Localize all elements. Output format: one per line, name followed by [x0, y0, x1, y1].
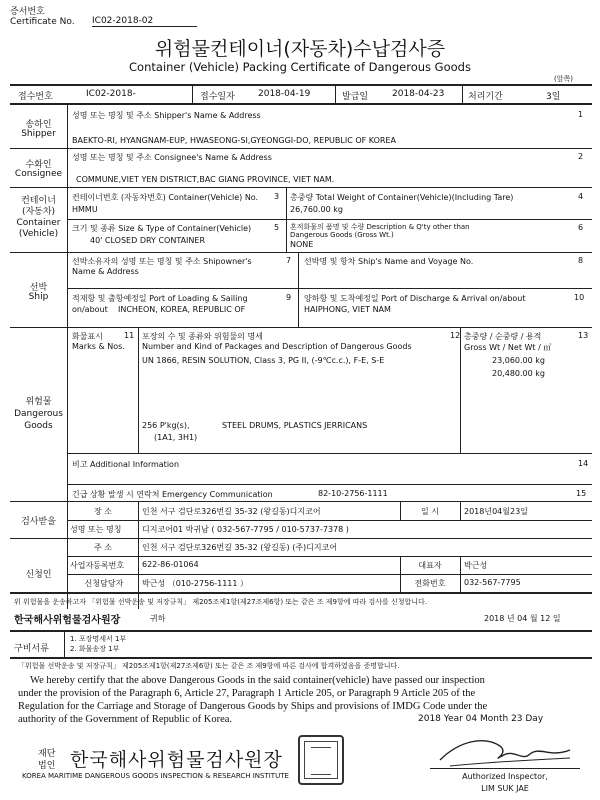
- loading-port-value: INCHEON, KOREA, REPUBLIC OF: [118, 305, 246, 314]
- field-number-3: 3: [274, 192, 280, 201]
- loading-port-field-label-1: 적재항 및 출항예정일 Port of Loading & Sailing: [72, 294, 248, 303]
- reception-no-label: 접수번호: [18, 92, 53, 102]
- additional-info-field-label: 비고 Additional Information: [72, 460, 180, 469]
- contact-person-value: 박근성 （010-2756-1111 ）: [142, 579, 249, 588]
- field-number-14: 14: [578, 459, 589, 468]
- container-no-value: HMMU: [72, 205, 98, 214]
- shipper-address: BAEKTO-RI, HYANGNAM-EUP, HWASEONG-SI,GYEONGGI-DO, REPUBLIC OF KOREA: [72, 136, 396, 145]
- container-label-en1: Container: [16, 218, 61, 228]
- container-no-field-label: 컨테이너번호 (자동차번호) Container(Vehicle) No.: [72, 193, 259, 202]
- net-weight-value: 20,480.00 kg: [492, 369, 545, 378]
- page-title: 위험물컨테이너(자동차)수납검사증: [154, 38, 446, 60]
- certification-en-line-1: We hereby certify that the above Dangerous Goods in the said container(vehicle) have passed our inspection: [30, 675, 485, 686]
- consignee-address: COMMUNE,VIET YEN DISTRICT,BAC GIANG PROVINCE, VIET NAM.: [76, 175, 335, 184]
- business-reg-value: 622-86-01064: [142, 560, 199, 569]
- inspection-name-value: 디지코어01 박귀남 ( 032-567-7795 / 010-5737-7378 ): [142, 525, 349, 534]
- goods-label-en2: Goods: [24, 421, 53, 431]
- telephone-label: 전화번호: [414, 579, 446, 588]
- consignee-field-label: 성명 또는 명칭 및 주소 Consignee's Name & Address: [72, 153, 272, 162]
- corporation-label-2: 법인: [38, 761, 56, 771]
- shipper-label-ko: 송하인: [25, 120, 52, 130]
- cert-no-korean-label: 증서번호: [10, 7, 45, 17]
- issue-date-value: 2018-04-23: [392, 89, 445, 99]
- inspection-place-label: 검사받을: [21, 517, 56, 527]
- consignee-label-ko: 수화인: [25, 160, 52, 170]
- weight-field-label-2: Gross Wt / Net Wt / ㎥: [464, 343, 552, 352]
- request-recipient-suffix: 귀하: [150, 614, 166, 623]
- certification-en-line-4: authority of the Government of Republic of Korea.: [18, 714, 233, 725]
- cert-no-value: IC02-2018-02: [92, 16, 197, 27]
- shipowner-field-label-1: 선박소유자의 성명 또는 명칭 및 주소 Shipowner's: [72, 257, 252, 266]
- field-number-13: 13: [578, 331, 589, 340]
- request-recipient: 한국해사위험물검사원장: [14, 615, 121, 626]
- shipper-label-en: Shipper: [21, 129, 56, 139]
- applicant-label: 신청인: [25, 570, 52, 580]
- goods-desc-field-label-1: 포장의 수 및 종류와 위험물의 명세: [142, 332, 263, 341]
- issuing-organization-en: KOREA MARITIME DANGEROUS GOODS INSPECTION & RESEARCH INSTITUTE: [22, 772, 289, 780]
- field-number-4: 4: [578, 192, 584, 201]
- goods-label-ko: 위험물: [25, 397, 52, 407]
- certification-en-line-3: Regulation for the Carriage and Storage of Dangerous Goods by Ships and provisions of IMDG Code under the: [18, 701, 488, 712]
- weight-field-label-1: 총중량 / 순중량 / 용적: [464, 332, 542, 341]
- field-number-1: 1: [578, 110, 584, 119]
- inspection-place-value: 인천 서구 검단로326번길 35-32 (왕길동)디지코어: [142, 507, 321, 516]
- container-size-value: 40' CLOSED DRY CONTAINER: [90, 236, 206, 245]
- goods-label-en1: Dangerous: [14, 409, 63, 419]
- request-date: 2018 년 04 월 12 일: [484, 614, 561, 623]
- inspector-signature-icon: [430, 732, 580, 772]
- goods-description: UN 1866, RESIN SOLUTION, Class 3, PG II, (-9℃c.c.), F-E, S-E: [142, 356, 385, 365]
- field-number-11: 11: [124, 331, 135, 340]
- required-doc-1: 1. 포장명세서 1부: [70, 635, 127, 643]
- inspection-place-field-label: 장 소: [94, 507, 112, 516]
- applicant-address-value: 인천 서구 검단로326번길 35-32 (왕길동) (주)디지코어: [142, 543, 338, 552]
- reception-no-value: IC02-2018-: [86, 89, 136, 99]
- gross-weight-value: 23,060.00 kg: [492, 356, 545, 365]
- ship-label-ko: 선박: [29, 283, 48, 293]
- inspection-date-value: 2018년04월23일: [464, 507, 528, 516]
- representative-label: 대표자: [418, 561, 442, 570]
- representative-value: 박근성: [464, 561, 488, 570]
- emergency-contact-field-label: 긴급 상황 발생 시 연락처 Emergency Communication: [72, 490, 273, 499]
- field-number-10: 10: [574, 293, 585, 302]
- field-number-7: 7: [286, 256, 292, 265]
- emergency-contact-value: 82-10-2756-1111: [318, 489, 388, 498]
- cert-no-label: Certificate No.: [10, 17, 75, 27]
- field-number-6: 6: [578, 223, 584, 232]
- total-weight-value: 26,760.00 kg: [290, 205, 343, 214]
- reception-date-value: 2018-04-19: [258, 89, 311, 99]
- certification-ko: 「위험물 선박운송 및 저장규칙」 제205조제1항(제27조제6항) 또는 같은 조 제9항에 따른 검사에 합격하였음을 증명합니다.: [18, 662, 400, 670]
- corporation-label-1: 재단: [38, 749, 56, 759]
- discharge-port-field-label: 양하항 및 도착예정일 Port of Discharge & Arrival on/about: [304, 294, 526, 303]
- package-kind: STEEL DRUMS, PLASTICS JERRICANS: [222, 421, 368, 430]
- container-label-ko2: (자동차): [21, 207, 56, 217]
- applicant-address-label: 주 소: [94, 543, 112, 552]
- mixed-cargo-field-label-1: 혼적화물의 품명 및 수량 Description & Q'ty other than: [290, 223, 470, 231]
- container-label-ko1: 컨테이너: [21, 196, 56, 206]
- field-number-5: 5: [274, 223, 280, 232]
- inspector-name: LIM SUK JAE: [481, 784, 529, 793]
- inspection-name-label: 성명 또는 명칭: [70, 525, 122, 534]
- business-reg-label: 사업자등록번호: [70, 561, 125, 570]
- certification-en-line-2: under the provision of the Paragraph 6, Article 27, Paragraph 1 Article 205, or Paragraph 9 Article 205 of the: [18, 688, 476, 699]
- telephone-value: 032-567-7795: [464, 578, 521, 587]
- mixed-cargo-value: NONE: [290, 240, 314, 249]
- field-number-15: 15: [576, 489, 587, 498]
- page-subtitle: Container (Vehicle) Packing Certificate of Dangerous Goods: [129, 60, 471, 74]
- mixed-cargo-field-label-2: Dangerous Goods (Gross Wt.): [290, 231, 394, 239]
- issuing-organization-ko: 한국해사위험물검사원장: [70, 749, 283, 771]
- processing-period-label: 처리기간: [468, 92, 503, 102]
- certification-date: 2018 Year 04 Month 23 Day: [418, 714, 544, 724]
- ship-label-en: Ship: [28, 292, 49, 302]
- official-seal-icon: [298, 735, 344, 785]
- total-weight-field-label: 총중량 Total Weight of Container(Vehicle)(Including Tare): [290, 193, 514, 202]
- container-label-en2: (Vehicle): [18, 229, 59, 239]
- reception-date-label: 접수일자: [200, 92, 235, 102]
- contact-person-label: 신청담당자: [84, 579, 124, 588]
- inspection-date-label: 일 시: [421, 507, 439, 516]
- sheet-side-note: (앞쪽): [554, 75, 573, 83]
- container-size-field-label: 크기 및 종류 Size & Type of Container(Vehicle): [72, 224, 252, 233]
- loading-port-field-label-2: on/about: [72, 305, 108, 314]
- issue-date-label: 발급일: [342, 92, 369, 102]
- ship-name-field-label: 선박명 및 항차 Ship's Name and Voyage No.: [304, 257, 474, 266]
- shipowner-field-label-2: Name & Address: [72, 267, 139, 276]
- field-number-9: 9: [286, 293, 292, 302]
- goods-label: [10, 396, 67, 432]
- inspector-title: Authorized Inspector,: [462, 772, 548, 781]
- package-count: 256 P'kg(s),: [142, 421, 190, 430]
- processing-period-value: 3일: [546, 92, 561, 102]
- field-number-8: 8: [578, 256, 584, 265]
- field-number-12: 12: [450, 331, 461, 340]
- required-docs-label: 구비서류: [14, 644, 49, 654]
- goods-desc-field-label-2: Number and Kind of Packages and Description of Dangerous Goods: [142, 342, 412, 351]
- required-doc-2: 2. 화물송장 1부: [70, 645, 120, 653]
- container-label: [10, 196, 67, 240]
- discharge-port-value: HAIPHONG, VIET NAM: [304, 305, 391, 314]
- consignee-label-en: Consignee: [14, 169, 63, 179]
- request-statement: 위 위험물을 운송하고자 「위험물 선박운송 및 저장규칙」 제205조제1항(제27조제6항) 또는 같은 조 제9항에 따라 검사를 신청합니다.: [14, 598, 428, 606]
- field-number-2: 2: [578, 152, 584, 161]
- shipper-field-label: 성명 또는 명칭 및 주소 Shipper's Name & Address: [72, 111, 261, 120]
- marks-field-label-1: 화물표시: [72, 332, 103, 341]
- marks-field-label-2: Marks & Nos.: [72, 342, 125, 351]
- package-codes: (1A1, 3H1): [154, 433, 198, 442]
